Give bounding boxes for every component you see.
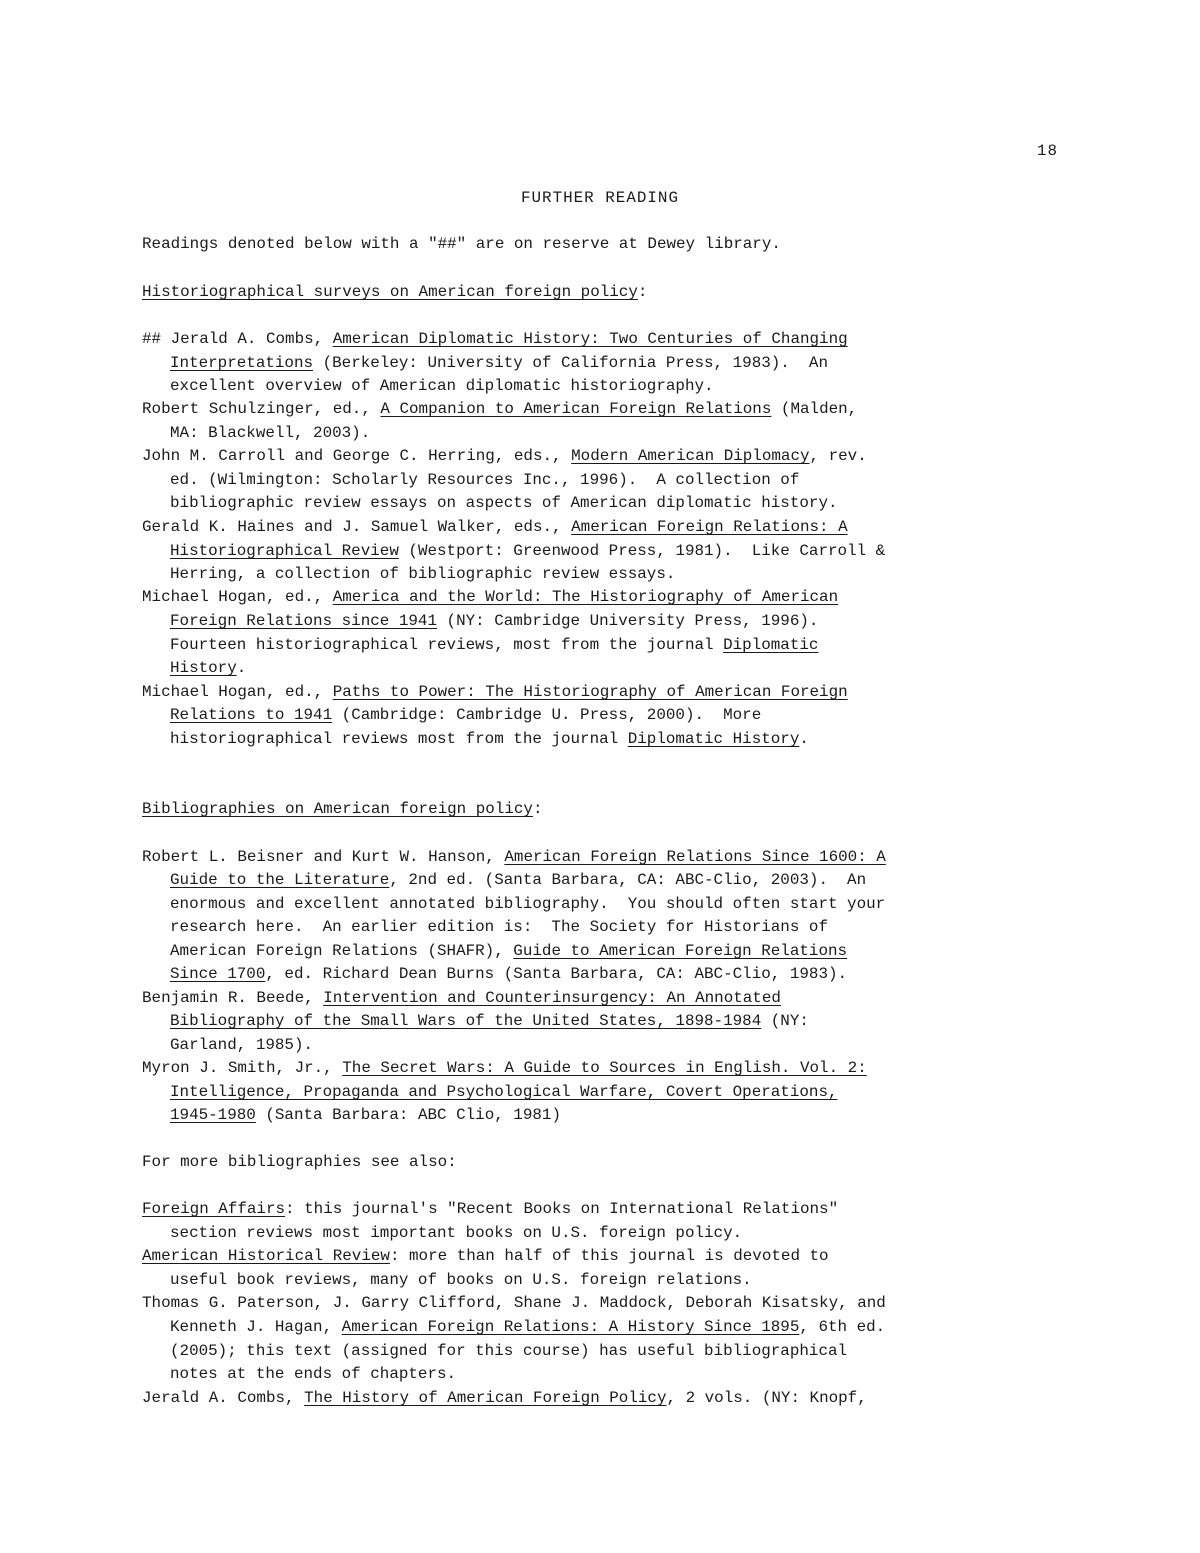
entry-author: ## Jerald A. Combs, [142, 330, 333, 348]
entry-title: American Diplomatic History: Two Centuries of Changing [332, 330, 848, 348]
entry-title: The Secret Wars: A Guide to Sources in English. Vol. 2: [342, 1059, 867, 1077]
entry-author: Gerald K. Haines and J. Samuel Walker, eds., [142, 518, 572, 536]
entry-hogan-1996 [142, 586, 838, 609]
section-heading-historiographical [142, 281, 647, 304]
entry-title: American Foreign Relations: A History Since 1895 [341, 1318, 800, 1336]
entry-haines [142, 516, 848, 539]
entry-text: , 2nd ed. (Santa Barbara, CA: ABC-Clio, 2003). An [389, 871, 867, 889]
entry-text: (Santa Barbara: ABC Clio, 1981) [255, 1106, 561, 1124]
entry-combs-line3: excellent overview of American diplomatic historiography. [170, 377, 714, 395]
entry-title: A Companion to American Foreign Relations [380, 400, 772, 418]
section-heading-text: Bibliographies on American foreign policy [142, 800, 533, 818]
entry-combs [142, 328, 848, 351]
entry-author: Robert Schulzinger, ed., [142, 400, 381, 418]
entry-author: Michael Hogan, ed., [142, 683, 333, 701]
entry-text: (Westport: Greenwood Press, 1981). Like Carroll & [398, 542, 886, 560]
journal-title: Diplomatic History [627, 730, 800, 748]
entry-text: historiographical reviews most from the journal [170, 730, 628, 748]
entry-title: American Foreign Relations Since 1600: A [504, 848, 886, 866]
entry-title: Interpretations [170, 354, 314, 372]
entry-ahr-line2: useful book reviews, many of books on U.S. foreign relations. [170, 1271, 752, 1289]
journal-title: American Historical Review [142, 1247, 390, 1265]
entry-text: (Cambridge: Cambridge U. Press, 2000). More [332, 706, 762, 724]
entry-author: Michael Hogan, ed., [142, 588, 333, 606]
entry-hogan-1996-line2 [170, 610, 818, 633]
entry-hogan-1996-line4 [170, 657, 246, 680]
entry-text: (Malden, [771, 400, 858, 418]
entry-smith-line3 [170, 1104, 561, 1127]
entry-text: : more than half of this journal is devoted to [389, 1247, 829, 1265]
entry-text: . [236, 659, 247, 677]
page-number: 18 [1036, 142, 1058, 160]
entry-title: 1945-1980 [170, 1106, 256, 1124]
page-title: FURTHER READING [520, 189, 680, 207]
entry-beisner-line6 [170, 963, 847, 986]
entry-title: Paths to Power: The Historiography of American Foreign [332, 683, 848, 701]
entry-text: (NY: [761, 1012, 809, 1030]
entry-paterson-line3: (2005); this text (assigned for this course) has useful bibliographical [170, 1342, 848, 1360]
entry-text: American Foreign Relations (SHAFR), [170, 942, 514, 960]
entry-schulzinger-line2: MA: Blackwell, 2003). [170, 424, 371, 442]
entry-paterson-line2 [170, 1316, 885, 1339]
heading-colon: : [532, 800, 543, 818]
entry-beisner-line2 [170, 869, 866, 892]
entry-title: The History of American Foreign Policy [304, 1389, 667, 1407]
entry-title: Bibliography of the Small Wars of the United States, 1898-1984 [170, 1012, 762, 1030]
entry-title: Since 1700 [170, 965, 266, 983]
entry-hogan-2000-line2 [170, 704, 761, 727]
entry-combs-history [142, 1387, 867, 1410]
entry-author: Myron J. Smith, Jr., [142, 1059, 343, 1077]
entry-schulzinger [142, 398, 857, 421]
entry-text: . [799, 730, 809, 748]
entry-carroll-line3: bibliographic review essays on aspects of American diplomatic history. [170, 494, 838, 512]
entry-beisner-line3: enormous and excellent annotated bibliography. You should often start your [170, 895, 886, 913]
entry-text: , ed. Richard Dean Burns (Santa Barbara, CA: ABC-Clio, 1983). [265, 965, 848, 983]
entry-title: Relations to 1941 [170, 706, 333, 724]
heading-colon: : [637, 283, 648, 301]
entry-foreign-affairs [142, 1198, 838, 1221]
entry-author: Robert L. Beisner and Kurt W. Hanson, [142, 848, 505, 866]
entry-text: , 6th ed. [799, 1318, 886, 1336]
journal-title: Foreign Affairs [142, 1200, 286, 1218]
entry-paterson: Thomas G. Paterson, J. Garry Clifford, Shane J. Maddock, Deborah Kisatsky, and [142, 1294, 886, 1312]
more-bibliographies-intro: For more bibliographies see also: [142, 1153, 457, 1171]
entry-text: (Berkeley: University of California Press, 1983). An [313, 354, 828, 372]
entry-foreign-affairs-line2: section reviews most important books on U.S. foreign policy. [170, 1224, 743, 1242]
entry-title: Intervention and Counterinsurgency: An Annotated [323, 989, 781, 1007]
entry-hogan-2000 [142, 681, 848, 704]
entry-title: Guide to American Foreign Relations [513, 942, 848, 960]
entry-title: Guide to the Literature [170, 871, 390, 889]
entry-title: Foreign Relations since 1941 [170, 612, 438, 630]
entry-title: Modern American Diplomacy [571, 447, 810, 465]
section-heading-text: Historiographical surveys on American foreign policy [142, 283, 638, 301]
entry-author: Benjamin R. Beede, [142, 989, 324, 1007]
entry-hogan-1996-line3 [170, 634, 818, 657]
entry-paterson-line4: notes at the ends of chapters. [170, 1365, 457, 1383]
entry-title: American Foreign Relations: A [571, 518, 848, 536]
entry-beede-line3: Garland, 1985). [170, 1036, 314, 1054]
entry-title: Historiographical Review [170, 542, 399, 560]
entry-smith-line2 [170, 1081, 838, 1104]
entry-beisner-line5 [170, 940, 847, 963]
entry-beede-line2 [170, 1010, 809, 1033]
intro-text: Readings denoted below with a "##" are on reserve at Dewey library. [142, 235, 781, 253]
entry-beisner [142, 846, 886, 869]
entry-haines-line2 [170, 540, 885, 563]
journal-title: Diplomatic [723, 636, 819, 654]
section-heading-bibliographies [142, 798, 543, 821]
entry-text: , rev. [809, 447, 867, 465]
entry-combs-line2 [170, 352, 828, 375]
entry-author: John M. Carroll and George C. Herring, eds., [142, 447, 572, 465]
entry-haines-line3: Herring, a collection of bibliographic review essays. [170, 565, 676, 583]
entry-author: Jerald A. Combs, [142, 1389, 305, 1407]
entry-title: America and the World: The Historiography of American [332, 588, 839, 606]
entry-smith [142, 1057, 867, 1080]
entry-text: , 2 vols. (NY: Knopf, [666, 1389, 867, 1407]
entry-text: Fourteen historiographical reviews, most from the journal [170, 636, 724, 654]
entry-beisner-line4: research here. An earlier edition is: The Society for Historians of [170, 918, 828, 936]
entry-title: Intelligence, Propaganda and Psychological Warfare, Covert Operations, [170, 1083, 838, 1101]
entry-beede [142, 987, 781, 1010]
entry-text: : this journal's "Recent Books on International Relations" [285, 1200, 839, 1218]
entry-carroll [142, 445, 867, 468]
entry-ahr [142, 1245, 829, 1268]
entry-carroll-line2: ed. (Wilmington: Scholarly Resources Inc., 1996). A collection of [170, 471, 800, 489]
entry-author: Kenneth J. Hagan, [170, 1318, 342, 1336]
entry-hogan-2000-line3 [170, 728, 809, 751]
entry-text: (NY: Cambridge University Press, 1996). [437, 612, 819, 630]
journal-title: History [170, 659, 237, 677]
